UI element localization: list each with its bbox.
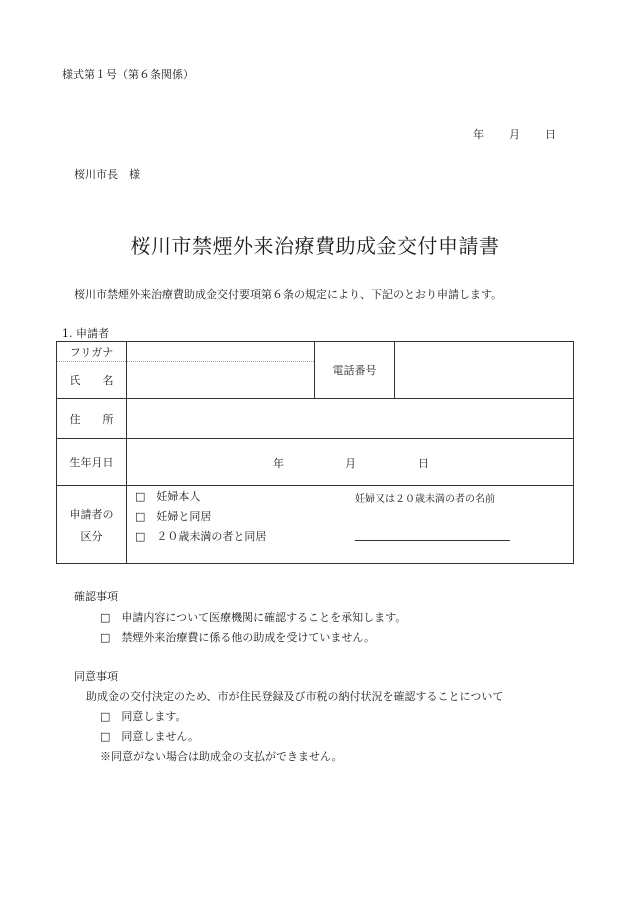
- document-title: 桜川市禁煙外来治療費助成金交付申請書: [130, 234, 500, 258]
- date-month-label: 月: [509, 128, 520, 141]
- category-option-living-with-pregnant[interactable]: □ 妊婦と同居: [135, 510, 212, 523]
- form-number: 様式第１号（第６条関係）: [62, 68, 194, 81]
- date-year-label: 年: [473, 128, 484, 141]
- pregnant-or-minor-name-field[interactable]: [355, 540, 510, 541]
- consent-agree-option[interactable]: □ 同意します。: [100, 710, 187, 723]
- category-label: 申請者の 区分: [57, 486, 127, 564]
- phone-field[interactable]: [395, 342, 574, 399]
- category-option-pregnant-self[interactable]: □ 妊婦本人: [135, 490, 201, 503]
- furigana-label: フリガナ: [57, 342, 127, 362]
- date-day-label: 日: [545, 128, 556, 141]
- furigana-field[interactable]: [127, 342, 315, 362]
- applicant-table: [56, 341, 574, 564]
- applicant-section-heading: 1. 申請者: [62, 327, 109, 340]
- consent-disagree-option[interactable]: □ 同意しません。: [100, 730, 200, 743]
- name-label: 氏 名: [57, 362, 127, 399]
- dob-day-label: 日: [418, 457, 429, 470]
- pregnant-or-minor-name-label: 妊婦又は２０歳未満の者の名前: [355, 494, 495, 505]
- address-field[interactable]: [127, 399, 574, 439]
- consent-description: 助成金の交付決定のため、市が住民登録及び市税の納付状況を確認することについて: [86, 690, 504, 703]
- dob-field[interactable]: [127, 439, 574, 486]
- confirmation-item[interactable]: □ 申請内容について医療機関に確認することを承知します。: [100, 611, 407, 624]
- category-option-living-with-minor[interactable]: □ ２０歳未満の者と同居: [135, 530, 267, 543]
- dob-year-label: 年: [273, 457, 284, 470]
- intro-text: 桜川市禁煙外来治療費助成金交付要項第６条の規定により、下記のとおり申請します。: [74, 288, 503, 301]
- confirmation-item[interactable]: □ 禁煙外来治療費に係る他の助成を受けていません。: [100, 631, 376, 644]
- address-label: 住 所: [57, 399, 127, 439]
- dob-label: 生年月日: [57, 439, 127, 486]
- addressee: 桜川市長 様: [74, 168, 140, 181]
- confirmation-heading: 確認事項: [74, 590, 118, 603]
- dob-month-label: 月: [345, 457, 356, 470]
- phone-label: 電話番号: [315, 342, 395, 399]
- name-field[interactable]: [127, 362, 315, 399]
- consent-heading: 同意事項: [74, 670, 118, 683]
- consent-note: ※同意がない場合は助成金の支払ができません。: [100, 750, 343, 763]
- category-field: [127, 486, 574, 564]
